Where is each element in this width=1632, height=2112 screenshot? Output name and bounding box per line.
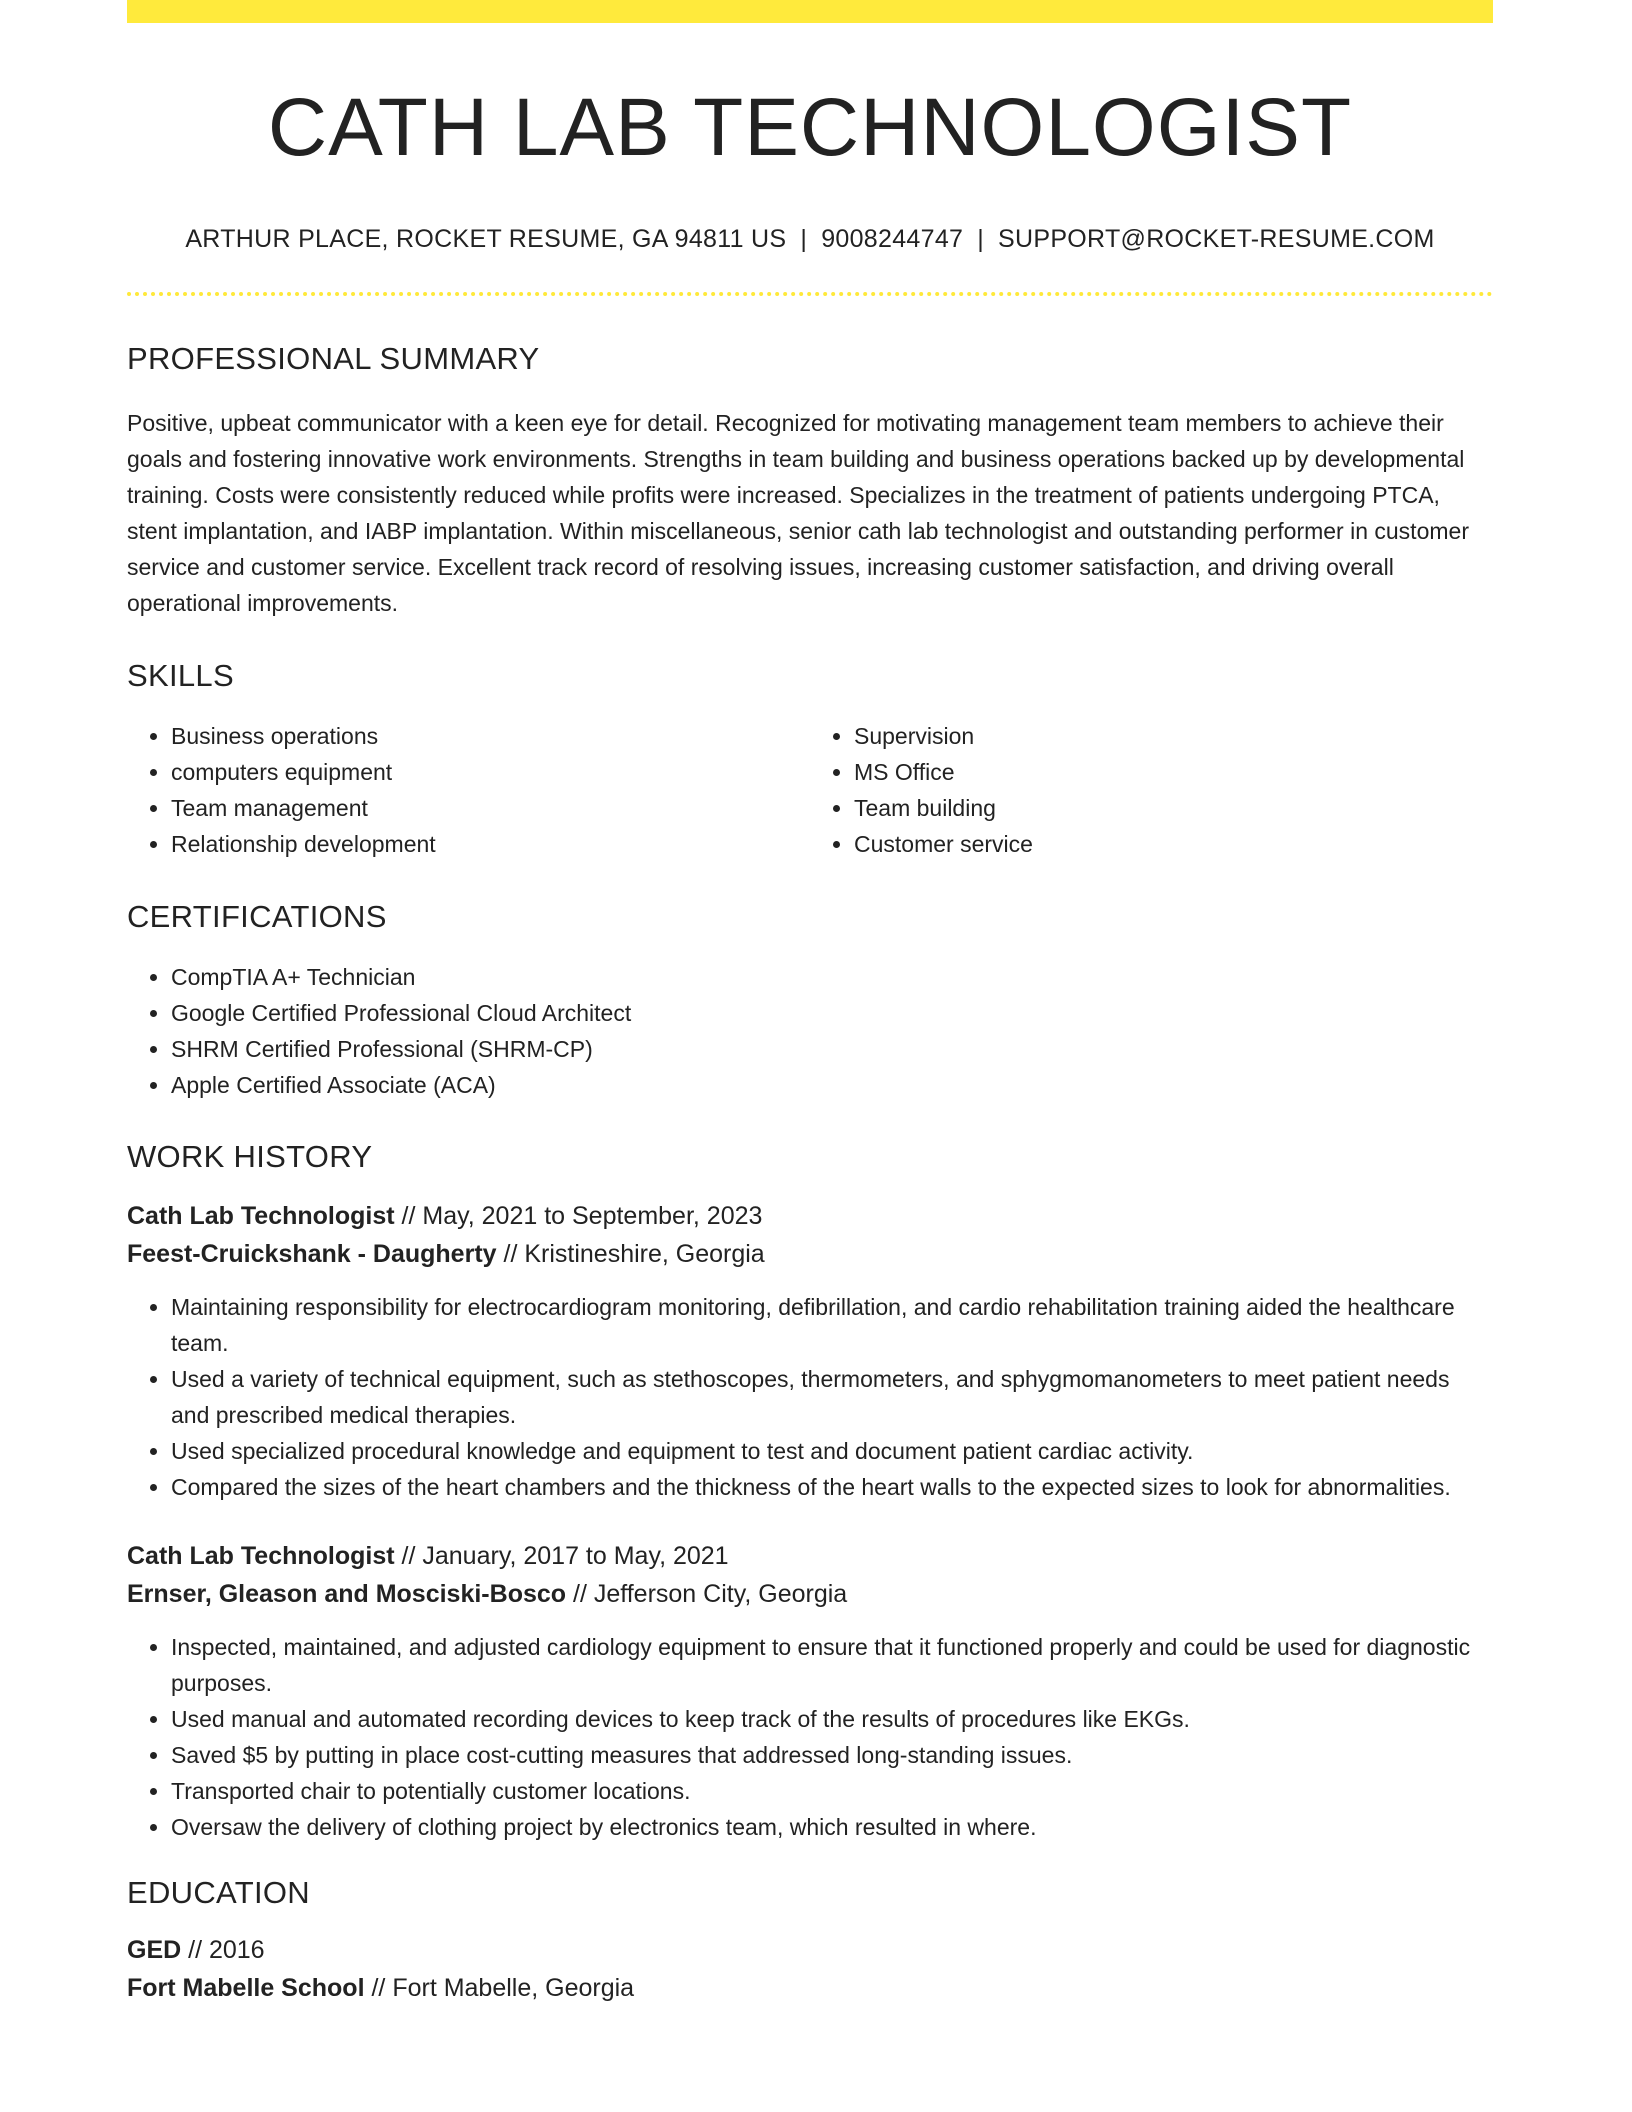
summary-text: Positive, upbeat communicator with a keen eye for detail. Recognized for motivating management team members to achieve their goals and fostering innovative work environments. Strengths in team building and business operations backed up by developmental training. Costs were consistently reduced while profits were increased. Specializes in the treatment of patients undergoing PTCA, stent implantation, and IABP implantation. Within miscellaneous, senior cath lab technologist and outstanding performer in customer service and customer service. Excellent track record of resolving issues, increasing customer satisfaction, and driving overall operational improvements. <box>127 410 1469 616</box>
job-bullet: • Compared the sizes of the heart chambers and the thickness of the heart walls to the expected sizes to look for abnormalities. <box>171 1469 1493 1505</box>
education-school: Fort Mabelle School <box>127 1974 365 2002</box>
skill-item: • Business operations <box>171 718 810 754</box>
contact-email: SUPPORT@ROCKET-RESUME.COM <box>998 225 1435 253</box>
job-bullet: • Maintaining responsibility for electrocardiogram monitoring, defibrillation, and cardio rehabilitation training aided the healthcare team. <box>171 1289 1493 1361</box>
skills-list-right <box>810 718 1493 862</box>
job-bullets <box>127 1629 1493 1845</box>
job-location: // Kristineshire, Georgia <box>496 1240 765 1268</box>
job-bullet: • Oversaw the delivery of clothing project by electronics team, which resulted in where. <box>171 1809 1493 1845</box>
certification-item: • CompTIA A+ Technician <box>171 959 1493 995</box>
certifications-list <box>127 959 1493 1103</box>
education-entry <box>127 1931 1493 2007</box>
certifications-heading: CERTIFICATIONS <box>127 899 387 934</box>
contact-line <box>127 225 1493 254</box>
job-company-line <box>127 1575 1493 1613</box>
education-heading: EDUCATION <box>127 1875 310 1910</box>
skills-list-left <box>127 718 810 862</box>
job-bullet: • Inspected, maintained, and adjusted cardiology equipment to ensure that it functioned properly and could be used for diagnostic purposes. <box>171 1629 1493 1701</box>
job-entry <box>127 1197 1493 1505</box>
job-dates: // January, 2017 to May, 2021 <box>394 1542 729 1570</box>
dotted-divider <box>127 292 1493 296</box>
education-degree: GED <box>127 1936 182 1964</box>
summary-heading: PROFESSIONAL SUMMARY <box>127 341 540 376</box>
skill-item: • MS Office <box>854 754 1493 790</box>
job-location: // Jefferson City, Georgia <box>566 1580 848 1608</box>
job-bullet: • Saved $5 by putting in place cost-cutting measures that addressed long-standing issues. <box>171 1737 1493 1773</box>
job-entry <box>127 1537 1493 1845</box>
contact-separator: | <box>800 225 808 253</box>
job-company: Ernser, Gleason and Mosciski-Bosco <box>127 1580 567 1608</box>
skill-item: • Team building <box>854 790 1493 826</box>
education-year: // 2016 <box>181 1936 265 1964</box>
job-bullet: • Used specialized procedural knowledge and equipment to test and document patient cardiac activity. <box>171 1433 1493 1469</box>
education-degree-line <box>127 1931 1493 1969</box>
job-bullet: • Used a variety of technical equipment, such as stethoscopes, thermometers, and sphygmomanometers to meet patient needs and prescribed medical therapies. <box>171 1361 1493 1433</box>
contact-phone: 9008244747 <box>821 225 964 253</box>
contact-address: ARTHUR PLACE, ROCKET RESUME, GA 94811 US <box>185 225 787 253</box>
job-bullets <box>127 1289 1493 1505</box>
job-title-line <box>127 1537 1493 1575</box>
job-role: Cath Lab Technologist <box>127 1202 395 1230</box>
resume-page <box>127 0 1493 2007</box>
skill-item: • Relationship development <box>171 826 810 862</box>
work-history-heading: WORK HISTORY <box>127 1139 373 1174</box>
skill-item: • Team management <box>171 790 810 826</box>
top-accent-bar <box>127 0 1493 23</box>
certification-item: • Google Certified Professional Cloud Architect <box>171 995 1493 1031</box>
job-bullet: • Transported chair to potentially customer locations. <box>171 1773 1493 1809</box>
job-role: Cath Lab Technologist <box>127 1542 395 1570</box>
education-school-line <box>127 1969 1493 2007</box>
resume-name: CATH LAB TECHNOLOGIST <box>267 82 1353 173</box>
skill-item: • Customer service <box>854 826 1493 862</box>
job-dates: // May, 2021 to September, 2023 <box>394 1202 763 1230</box>
skills-heading: SKILLS <box>127 658 234 693</box>
skills-grid <box>127 718 1493 862</box>
education-location: // Fort Mabelle, Georgia <box>364 1974 635 2002</box>
contact-separator: | <box>977 225 985 253</box>
job-bullet: • Used manual and automated recording devices to keep track of the results of procedures like EKGs. <box>171 1701 1493 1737</box>
certification-item: • SHRM Certified Professional (SHRM-CP) <box>171 1031 1493 1067</box>
job-company-line <box>127 1235 1493 1273</box>
job-title-line <box>127 1197 1493 1235</box>
job-company: Feest-Cruickshank - Daugherty <box>127 1240 497 1268</box>
certification-item: • Apple Certified Associate (ACA) <box>171 1067 1493 1103</box>
skill-item: • Supervision <box>854 718 1493 754</box>
skill-item: • computers equipment <box>171 754 810 790</box>
